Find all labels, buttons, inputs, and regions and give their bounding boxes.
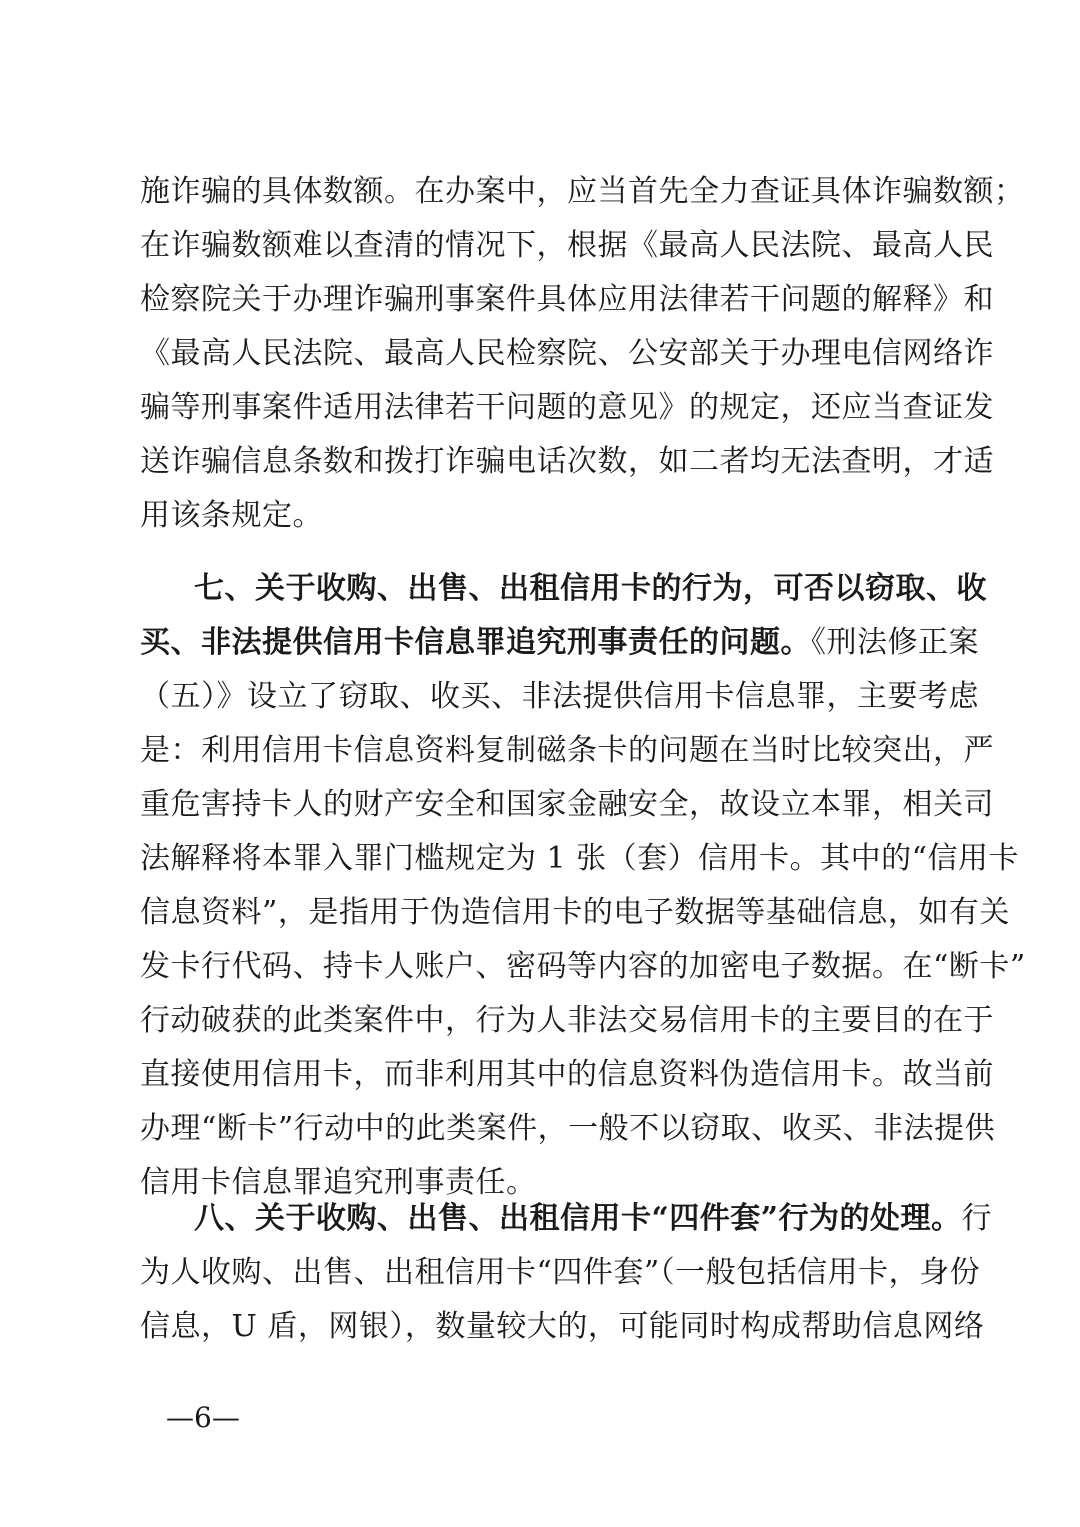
text-line: 在诈骗数额难以查清的情况下，根据《最高人民法院、最高人民 xyxy=(140,228,994,263)
text-line: 发卡行代码、持卡人账户、密码等内容的加密电子数据。在“断卡” xyxy=(140,949,1026,984)
text-fragment: 行 xyxy=(961,1201,993,1236)
text-line: 办理“断卡”行动中的此类案件，一般不以窃取、收买、非法提供 xyxy=(140,1111,996,1146)
text-line: 是：利用信用卡信息资料复制磁条卡的问题在当时比较突出，严 xyxy=(140,733,994,768)
text-line: 送诈骗信息条数和拨打诈骗电话次数，如二者均无法查明，才适 xyxy=(140,444,994,479)
section-heading-continued: 买、非法提供信用卡信息罪追究刑事责任的问题。 xyxy=(140,625,811,660)
text-line xyxy=(140,1192,993,1246)
text-line: 用该条规定。 xyxy=(140,498,323,533)
text-fragment: 《刑法修正案 xyxy=(811,625,979,660)
text-line: 信息资料”，是指用于伪造信用卡的电子数据等基础信息，如有关 xyxy=(140,895,1010,930)
paragraph-continuation xyxy=(140,165,1025,543)
text-line: 直接使用信用卡，而非利用其中的信息资料伪造信用卡。故当前 xyxy=(140,1057,994,1092)
text-line: 行动破获的此类案件中，行为人非法交易信用卡的主要目的在于 xyxy=(140,1003,994,1038)
text-line: （五）》设立了窃取、收买、非法提供信用卡信息罪，主要考虑 xyxy=(140,679,979,714)
section-seven xyxy=(140,562,1026,1210)
section-eight xyxy=(140,1192,993,1354)
page-number: —6— xyxy=(166,1401,240,1434)
text-line: 为人收购、出售、出租信用卡“四件套”（一般包括信用卡，身份 xyxy=(140,1255,981,1290)
text-line xyxy=(140,616,979,670)
text-line: 《最高人民法院、最高人民检察院、公安部关于办理电信网络诈 xyxy=(140,336,994,371)
section-heading: 七、关于收购、出售、出租信用卡的行为，可否以窃取、收 xyxy=(194,571,987,606)
text-line: 施诈骗的具体数额。在办案中，应当首先全力查证具体诈骗数额； xyxy=(140,174,1025,209)
text-line: 重危害持卡人的财产安全和国家金融安全，故设立本罪，相关司 xyxy=(140,787,994,822)
text-line: 信息，U 盾，网银），数量较大的，可能同时构成帮助信息网络 xyxy=(140,1309,985,1344)
text-line: 信用卡信息罪追究刑事责任。 xyxy=(140,1165,537,1200)
text-line: 检察院关于办理诈骗刑事案件具体应用法律若干问题的解释》和 xyxy=(140,282,994,317)
text-line: 法解释将本罪入罪门槛规定为 1 张（套）信用卡。其中的“信用卡 xyxy=(140,841,1019,876)
section-heading: 八、关于收购、出售、出租信用卡“四件套”行为的处理。 xyxy=(194,1201,962,1236)
text-line: 骗等刑事案件适用法律若干问题的意见》的规定，还应当查证发 xyxy=(140,390,994,425)
